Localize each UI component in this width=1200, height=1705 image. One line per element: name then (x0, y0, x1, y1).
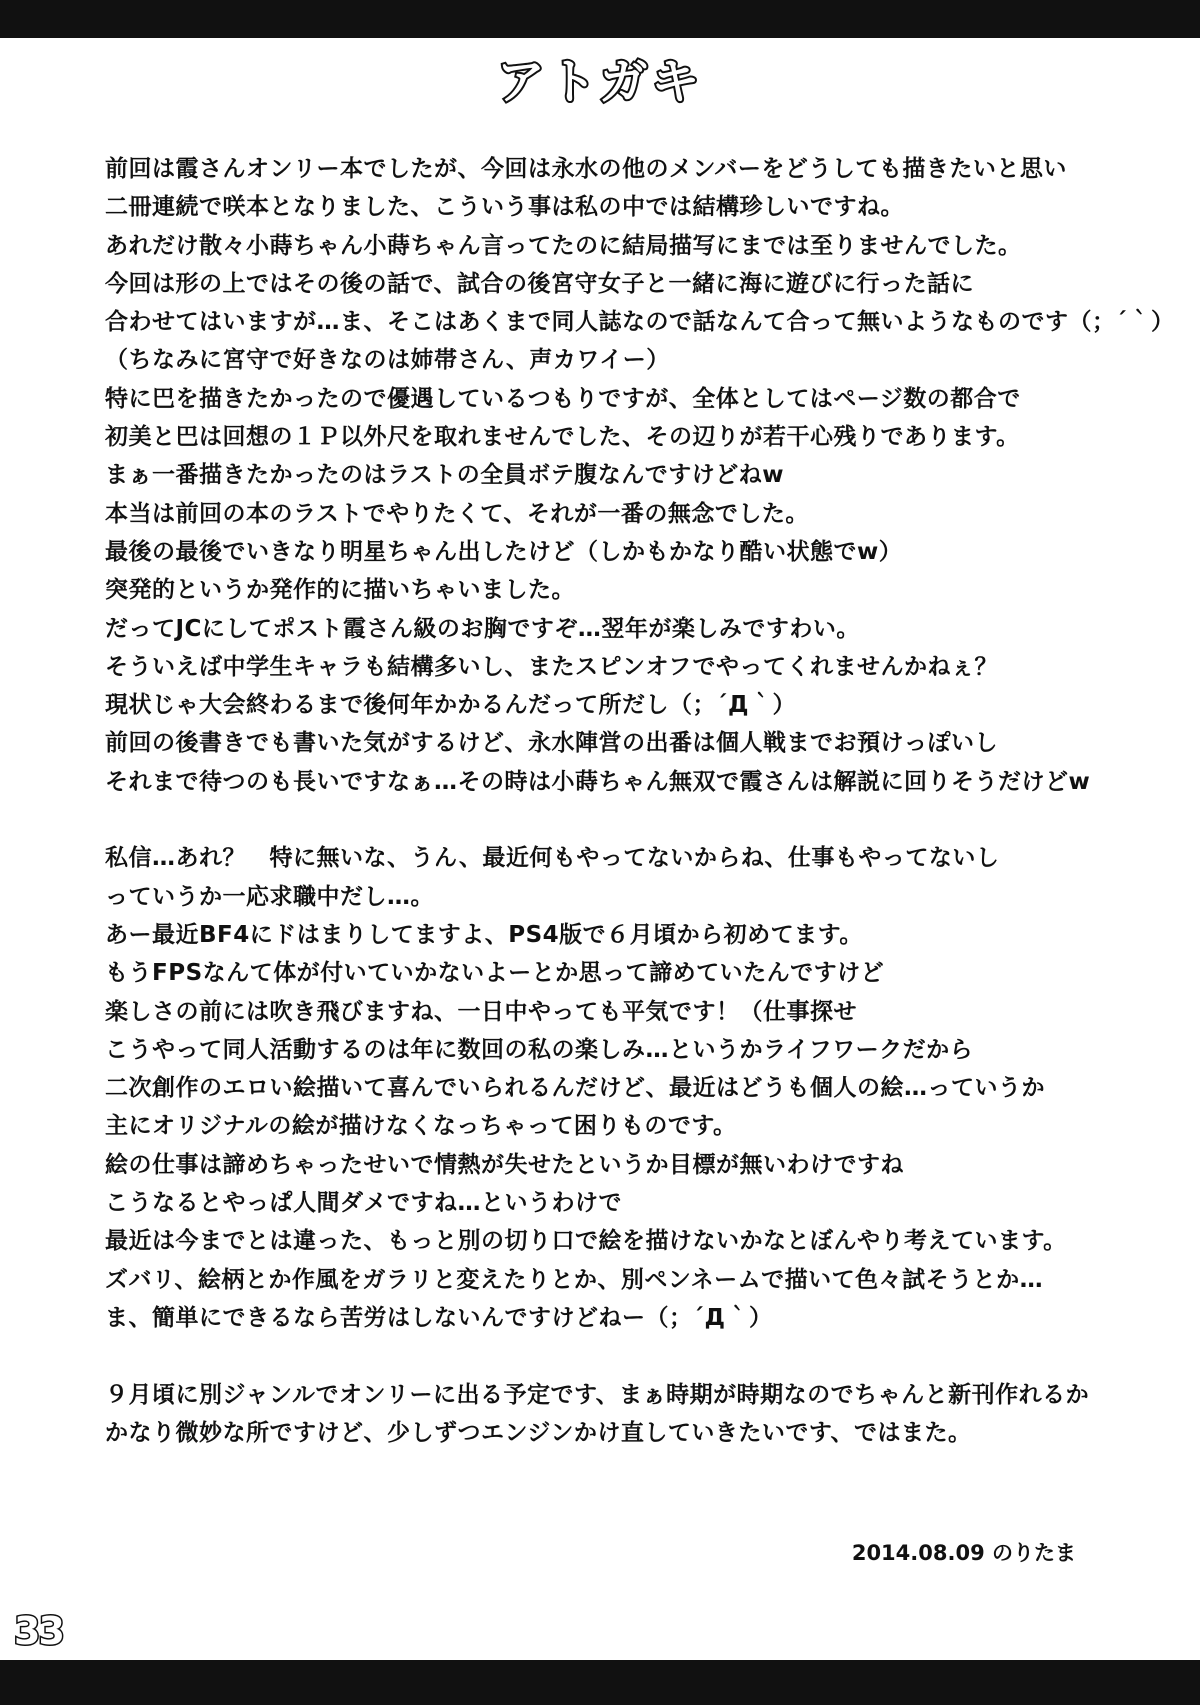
text-line: あれだけ散々小蒔ちゃん小蒔ちゃん言ってたのに結局描写にまでは至りませんでした。 (105, 232, 1022, 259)
afterword-body (105, 150, 1185, 1452)
text-line: 私信…あれ？ 特に無いな、うん、最近何もやってないからね、仕事もやってないし (105, 845, 1000, 872)
text-line: ズバリ、絵柄とか作風をガラリと変えたりとか、別ペンネームで描いて色々試そうとか… (105, 1266, 1044, 1293)
bottom-border-bar (0, 1660, 1200, 1705)
text-line: 主にオリジナルの絵が描けなくなっちゃって困りものです。 (105, 1113, 737, 1140)
text-line: 特に巴を描きたかったので優遇しているつもりですが、全体としてはページ数の都合で (105, 385, 1021, 412)
text-line: 二次創作のエロい絵描いて喜んでいられるんだけど、最近はどうも個人の絵…っていうか (105, 1075, 1045, 1102)
text-line: 合わせてはいますが…ま、そこはあくまで同人誌なので話なんて合って無いようなものです（；´｀） (105, 309, 1175, 336)
text-line: 二冊連続で咲本となりました、こういう事は私の中では結構珍しいですね。 (105, 194, 904, 221)
text-line: 今回は形の上ではその後の話で、試合の後宮守女子と一緒に海に遊びに行った話に (105, 270, 975, 297)
text-line: あー最近BF4にドはまりしてますよ、PS4版で６月頃から初めてます。 (105, 921, 863, 948)
top-border-bar (0, 0, 1200, 38)
text-line: こうなるとやっぱ人間ダメですね…というわけで (105, 1190, 622, 1217)
text-line: まぁ一番描きたかったのはラストの全員ボテ腹なんですけどねw (105, 462, 785, 489)
text-line: 楽しさの前には吹き飛びますね、一日中やっても平気です！（仕事探せ (105, 998, 857, 1025)
text-line: ま、簡単にできるなら苦労はしないんですけどねー（；´Д｀） (105, 1304, 773, 1331)
date-signature: 2014.08.09 のりたま (851, 1541, 1076, 1565)
text-line: ９月頃に別ジャンルでオンリーに出る予定です、まぁ時期が時期なのでちゃんと新刊作れるか (105, 1381, 1090, 1408)
text-line: だってJCにしてポスト霞さん級のお胸ですぞ…翌年が楽しみですわい。 (105, 615, 860, 642)
page-number: 33 (14, 1609, 63, 1653)
text-line: 初美と巴は回想の１Ｐ以外尺を取れませんでした、その辺りが若干心残りであります。 (105, 424, 1020, 451)
text-line: （ちなみに宮守で好きなのは姉帯さん、声カワイー） (105, 347, 670, 374)
text-line: もうFPSなんて体が付いていかないよーとか思って諦めていたんですけど (105, 960, 885, 987)
paragraph-3 (105, 1376, 1185, 1453)
text-line: 前回の後書きでも書いた気がするけど、永水陣営の出番は個人戦までお預けっぽいし (105, 730, 998, 757)
page-title: アトガキ (496, 54, 704, 110)
text-line: 現状じゃ大会終わるまで後何年かかるんだって所だし（；´Д｀） (105, 692, 796, 719)
text-line: 最近は今までとは違った、もっと別の切り口で絵を描けないかなとぼんやり考えています。 (105, 1228, 1067, 1255)
text-line: っていうか一応求職中だし…。 (105, 883, 434, 910)
text-line: こうやって同人活動するのは年に数回の私の楽しみ…というかライフワークだから (105, 1036, 974, 1063)
text-line: 突発的というか発作的に描いちゃいました。 (105, 577, 575, 604)
text-line: かなり微妙な所ですけど、少しずつエンジンかけ直していきたいです、ではまた。 (105, 1419, 972, 1446)
text-line: 前回は霞さんオンリー本でしたが、今回は永水の他のメンバーをどうしても描きたいと思い (105, 156, 1067, 182)
text-line: それまで待つのも長いですなぁ…その時は小蒔ちゃん無双で霞さんは解説に回りそうだけどw (105, 768, 1091, 795)
paragraph-gap (105, 801, 1185, 839)
text-line: 絵の仕事は諦めちゃったせいで情熱が失せたというか目標が無いわけですね (105, 1151, 904, 1178)
text-line: そういえば中学生キャラも結構多いし、またスピンオフでやってくれませんかねぇ？ (105, 653, 998, 680)
paragraph-gap (105, 1337, 1185, 1375)
paragraph-2 (105, 839, 1185, 1337)
text-line: 本当は前回の本のラストでやりたくて、それが一番の無念でした。 (105, 500, 809, 527)
paragraph-1 (105, 150, 1185, 801)
text-line: 最後の最後でいきなり明星ちゃん出したけど（しかもかなり酷い状態でw） (105, 538, 903, 565)
